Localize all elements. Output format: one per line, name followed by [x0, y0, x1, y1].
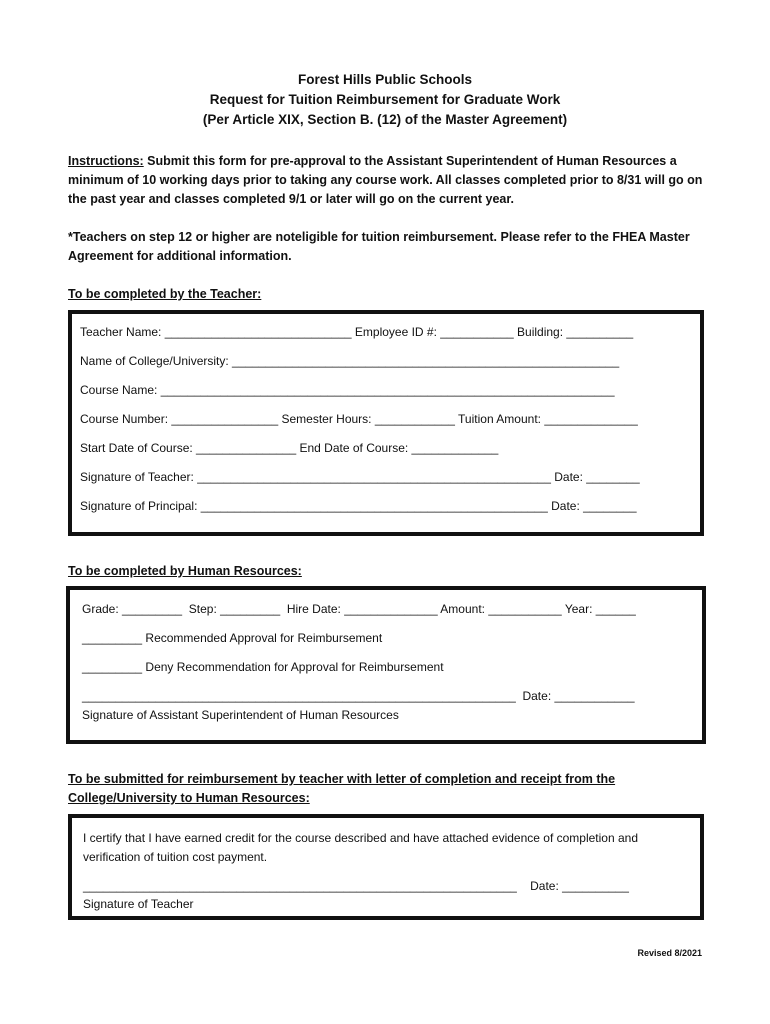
instructions-label: Instructions:	[68, 154, 144, 168]
hr-section-box	[66, 586, 706, 744]
final-signature-label: Signature of Teacher	[83, 897, 194, 911]
form-subtitle: (Per Article XIX, Section B. (12) of the Master Agreement)	[202, 112, 568, 127]
hr-section-title: To be completed by Human Resources:	[68, 564, 302, 578]
instructions-paragraph	[68, 152, 708, 209]
school-name: Forest Hills Public Schools	[297, 72, 473, 87]
course-number-line[interactable]: Course Number: ________________ Semester Hours: ____________ Tuition Amount: ______________	[80, 412, 638, 426]
teacher-signature-line[interactable]: Signature of Teacher: _____________________________________________________ Date: ________	[80, 470, 640, 484]
form-header	[0, 70, 770, 130]
instructions-text: Submit this form for pre-approval to the Assistant Superintendent of Human Resources a minimum of 10 working days prior to taking any course work. All classes completed prior to 8/31 will go on the past year and classes completed 9/1 or later will go on the current year.	[68, 154, 703, 206]
certify-line-1: I certify that I have earned credit for the course described and have attached evidence of completion and	[83, 831, 639, 845]
course-name-line[interactable]: Course Name: ____________________________________________________________________	[80, 383, 615, 397]
reimbursement-section-box	[68, 814, 704, 920]
eligibility-note: *Teachers on step 12 or higher are noteligible for tuition reimbursement. Please refer to the FHEA Master Agreement for additional information.	[68, 230, 690, 263]
approval-line[interactable]: _________ Recommended Approval for Reimbursement	[82, 631, 383, 645]
course-dates-line[interactable]: Start Date of Course: _______________ End Date of Course: _____________	[80, 441, 499, 455]
teacher-section-title: To be completed by the Teacher:	[68, 287, 262, 301]
college-line[interactable]: Name of College/University: __________________________________________________________	[80, 354, 620, 368]
teacher-section-box	[68, 310, 704, 536]
grade-step-line[interactable]: Grade: _________ Step: _________ Hire Date: ______________ Amount: ___________ Year: ______	[82, 602, 636, 616]
final-signature-line[interactable]: _________________________________________________________________ Date: __________	[83, 879, 629, 893]
certify-line-2: verification of tuition cost payment.	[83, 850, 268, 864]
asst-super-signature-line[interactable]: _________________________________________________________________ Date: ____________	[82, 689, 635, 703]
teacher-name-line[interactable]: Teacher Name: ____________________________ Employee ID #: ___________ Building: __________	[80, 325, 634, 339]
reimbursement-section-title: To be submitted for reimbursement by teacher with letter of completion and receipt from the College/University to Human Resources:	[68, 772, 616, 805]
deny-line[interactable]: _________ Deny Recommendation for Approval for Reimbursement	[82, 660, 444, 674]
form-title: Request for Tuition Reimbursement for Graduate Work	[209, 92, 561, 107]
revised-date: Revised 8/2021	[637, 948, 702, 958]
asst-super-signature-label: Signature of Assistant Superintendent of Human Resources	[82, 708, 399, 722]
principal-signature-line[interactable]: Signature of Principal: ____________________________________________________ Date: ________	[80, 499, 637, 513]
